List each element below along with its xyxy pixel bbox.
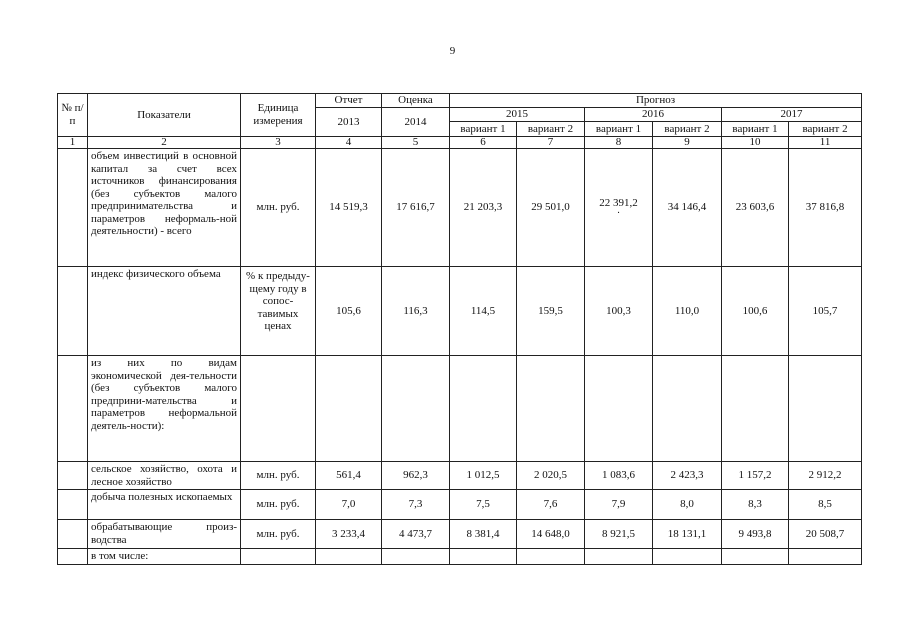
row-indicator: сельское хозяйство, охота и лесное хозяйство [88, 462, 241, 490]
row-no [58, 520, 88, 549]
column-number: 5 [382, 137, 450, 149]
row-unit: % к предыду-щему году в сопос-тавимых ценах [241, 267, 316, 356]
scan-dot-mark: · [616, 207, 621, 219]
row-value: 962,3 [382, 462, 450, 490]
row-value: 23 603,6 [722, 149, 789, 267]
row-value: 21 203,3 [450, 149, 517, 267]
row-value [517, 549, 585, 565]
row-value: 105,6 [316, 267, 382, 356]
row-indicator: в том числе: [88, 549, 241, 565]
row-value [585, 549, 653, 565]
row-value: 159,5 [517, 267, 585, 356]
header-indicators: Показатели [88, 94, 241, 137]
row-value [722, 356, 789, 462]
row-value: 7,0 [316, 490, 382, 520]
table-row [58, 149, 862, 267]
row-value: 8,3 [722, 490, 789, 520]
header-variant: вариант 1 [450, 122, 517, 137]
header-variant: вариант 2 [517, 122, 585, 137]
row-value: 37 816,8 [789, 149, 862, 267]
column-number: 3 [241, 137, 316, 149]
row-value: 561,4 [316, 462, 382, 490]
row-value: 8 381,4 [450, 520, 517, 549]
row-no [58, 462, 88, 490]
table-row [58, 520, 862, 549]
page-number: 9 [449, 45, 456, 57]
row-value: 8,0 [653, 490, 722, 520]
row-value: 8 921,5 [585, 520, 653, 549]
row-value [450, 356, 517, 462]
header-year-2016: 2016 [585, 108, 722, 122]
header-year-2015: 2015 [450, 108, 585, 122]
row-value [316, 356, 382, 462]
header-variant: вариант 2 [789, 122, 862, 137]
row-value [722, 549, 789, 565]
row-value: 100,6 [722, 267, 789, 356]
row-value: 1 157,2 [722, 462, 789, 490]
column-number: 6 [450, 137, 517, 149]
row-unit: млн. руб. [241, 520, 316, 549]
row-unit: млн. руб. [241, 149, 316, 267]
header-year-2013: 2013 [316, 108, 382, 137]
header-estimate: Оценка [382, 94, 450, 108]
table-row [58, 356, 862, 462]
row-value [585, 356, 653, 462]
table-row [58, 462, 862, 490]
row-value: 114,5 [450, 267, 517, 356]
row-value [382, 356, 450, 462]
row-no [58, 549, 88, 565]
row-indicator: индекс физического объема [88, 267, 241, 356]
column-number: 4 [316, 137, 382, 149]
header-unit: Единица измерения [241, 94, 316, 137]
header-no: № п/п [58, 94, 88, 137]
column-number: 2 [88, 137, 241, 149]
row-unit [241, 549, 316, 565]
row-value: 1 083,6 [585, 462, 653, 490]
header-year-2014: 2014 [382, 108, 450, 137]
row-unit [241, 356, 316, 462]
row-value: 2 020,5 [517, 462, 585, 490]
row-indicator: из них по видам экономической дея-тельности (без субъектов малого предприни-мательства и параметров неформальной деятель-ности): [88, 356, 241, 462]
row-value: 4 473,7 [382, 520, 450, 549]
row-value: 100,3 [585, 267, 653, 356]
row-no [58, 490, 88, 520]
row-value: 14 519,3 [316, 149, 382, 267]
row-unit: млн. руб. [241, 490, 316, 520]
forecast-table [57, 93, 862, 565]
row-unit: млн. руб. [241, 462, 316, 490]
table-row [58, 267, 862, 356]
header-report: Отчет [316, 94, 382, 108]
row-value: 7,9 [585, 490, 653, 520]
column-number: 11 [789, 137, 862, 149]
column-number: 10 [722, 137, 789, 149]
row-value: 20 508,7 [789, 520, 862, 549]
header-forecast: Прогноз [450, 94, 862, 108]
row-value [517, 356, 585, 462]
column-number: 1 [58, 137, 88, 149]
column-number: 9 [653, 137, 722, 149]
row-value: 22 391,2 [599, 197, 638, 210]
row-no [58, 356, 88, 462]
row-value: 18 131,1 [653, 520, 722, 549]
row-indicator: объем инвестиций в основной капитал за счет всех источников финансирования (без субъектов малого предпринимательства и параметров неформаль-ной деятельности) - всего [88, 149, 241, 267]
row-value: 2 912,2 [789, 462, 862, 490]
row-value [789, 549, 862, 565]
row-value [789, 356, 862, 462]
column-number: 8 [585, 137, 653, 149]
row-value: 7,6 [517, 490, 585, 520]
row-value: 110,0 [653, 267, 722, 356]
row-value: 1 012,5 [450, 462, 517, 490]
header-year-2017: 2017 [722, 108, 862, 122]
row-value: 2 423,3 [653, 462, 722, 490]
row-value [653, 549, 722, 565]
row-value: 7,3 [382, 490, 450, 520]
row-value [382, 549, 450, 565]
header-variant: вариант 1 [585, 122, 653, 137]
row-indicator: добыча полезных ископаемых [88, 490, 241, 520]
row-value: 105,7 [789, 267, 862, 356]
row-value: 14 648,0 [517, 520, 585, 549]
row-no [58, 267, 88, 356]
row-value-cell [585, 149, 653, 267]
header-variant: вариант 2 [653, 122, 722, 137]
row-value: 17 616,7 [382, 149, 450, 267]
row-indicator: обрабатывающие произ-водства [88, 520, 241, 549]
row-no [58, 149, 88, 267]
table-row [58, 490, 862, 520]
row-value [450, 549, 517, 565]
column-number: 7 [517, 137, 585, 149]
row-value [653, 356, 722, 462]
row-value: 9 493,8 [722, 520, 789, 549]
row-value: 116,3 [382, 267, 450, 356]
header-variant: вариант 1 [722, 122, 789, 137]
row-value [316, 549, 382, 565]
row-value: 8,5 [789, 490, 862, 520]
row-value: 34 146,4 [653, 149, 722, 267]
row-value: 3 233,4 [316, 520, 382, 549]
row-value: 7,5 [450, 490, 517, 520]
row-value: 29 501,0 [517, 149, 585, 267]
table-row [58, 549, 862, 565]
